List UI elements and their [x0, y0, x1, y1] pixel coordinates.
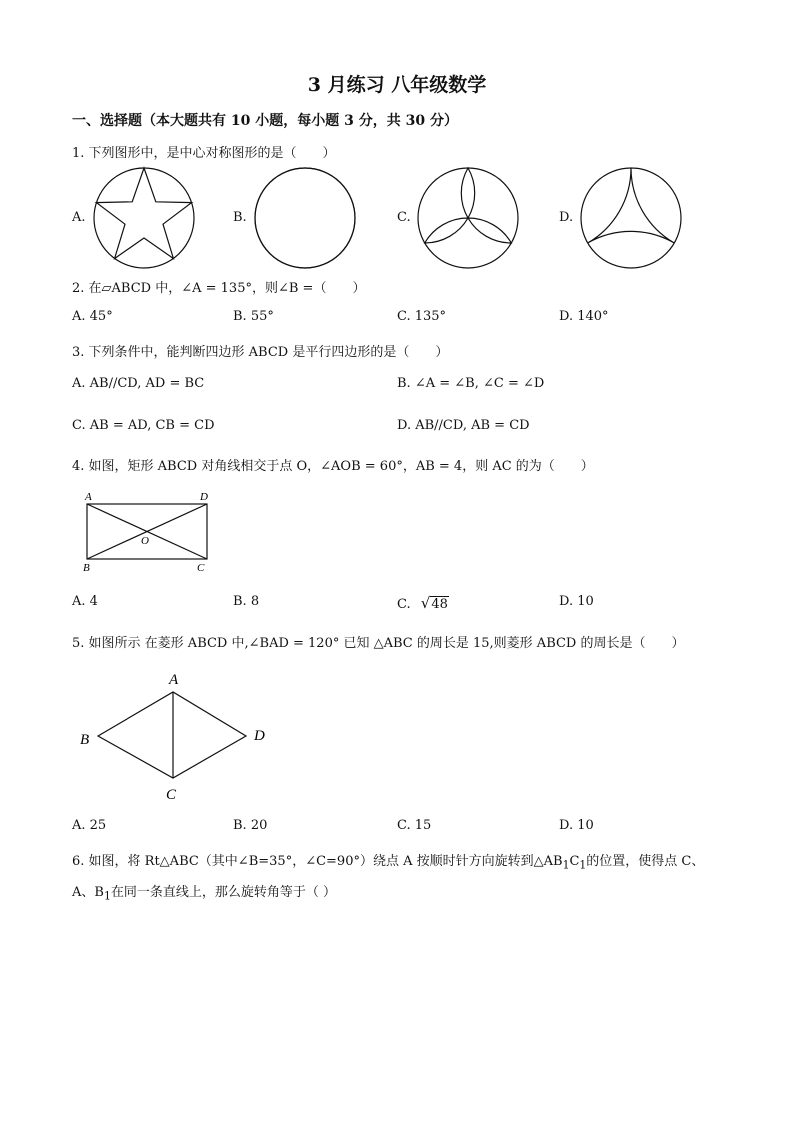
- q6-sub-2: 1: [579, 858, 587, 872]
- q1-option-a-label: A.: [72, 210, 86, 225]
- q6-text-1: 6. 如图，将 Rt△ABC（其中∠B=35°，∠C=90°）绕点 A 按顺时针方向旋转到△AB: [72, 854, 563, 869]
- q1-option-b-label: B.: [233, 210, 247, 225]
- section-heading: 一、选择题（本大题共有 10 小题，每小题 3 分，共 30 分）: [72, 113, 458, 129]
- question-1-stem: 1. 下列图形中，是中心对称图形的是（ ）: [72, 146, 336, 161]
- star-shape: [96, 168, 191, 259]
- q1-figure-star: [92, 166, 196, 270]
- q5-label-c: C: [166, 787, 177, 803]
- q1-figure-petals: [416, 166, 520, 270]
- question-4-stem: 4. 如图，矩形 ABCD 对角线相交于点 O，∠AOB = 60°，AB = 4，则 AC 的为（ ）: [72, 459, 594, 474]
- q1-option-c-label: C.: [397, 210, 411, 225]
- question-6-stem-line1: [72, 850, 704, 872]
- q4-label-d: D: [200, 491, 208, 503]
- q4-rectangle-figure: [80, 490, 220, 576]
- question-3-stem: 3. 下列条件中，能判断四边形 ABCD 是平行四边形的是（ ）: [72, 345, 449, 360]
- q4-option-a: A. 4: [72, 594, 98, 609]
- four-arc-star: [255, 168, 355, 268]
- q4-option-c-radicand: 48: [431, 597, 448, 612]
- question-5-stem: 5. 如图所示 在菱形 ABCD 中,∠BAD = 120° 已知 △ABC 的周长是 15,则菱形 ABCD 的周长是（ ）: [72, 636, 685, 651]
- q2-option-c: C. 135°: [397, 309, 447, 324]
- q2-option-d: D. 140°: [559, 309, 609, 324]
- q5-option-c: C. 15: [397, 818, 432, 833]
- q5-label-b: B: [80, 732, 90, 748]
- q5-option-b: B. 20: [233, 818, 268, 833]
- q6-text-2: C: [569, 854, 580, 869]
- q4-label-b: B: [83, 562, 90, 574]
- q3-option-b: B. ∠A = ∠B, ∠C = ∠D: [397, 376, 545, 391]
- q5-label-d: D: [254, 728, 265, 744]
- q6-sub-3: 1: [103, 889, 111, 903]
- q4-label-c: C: [197, 562, 205, 574]
- q1-figure-triangle-arcs: [579, 166, 683, 270]
- q6-text-5: 在同一条直线上，那么旋转角等于（ ）: [110, 885, 336, 900]
- q3-option-c: C. AB = AD, CB = CD: [72, 418, 215, 433]
- q2-option-b: B. 55°: [233, 309, 274, 324]
- question-6-stem-line2: [72, 881, 336, 903]
- q1-figure-four-arc: [253, 166, 357, 270]
- q6-text-4: A、B: [72, 885, 104, 900]
- q4-option-c-label: C.: [397, 597, 411, 612]
- q4-option-c: [397, 594, 449, 612]
- q1-option-d-label: D.: [559, 210, 574, 225]
- q2-option-a: A. 45°: [72, 309, 113, 324]
- q5-option-d: D. 10: [559, 818, 594, 833]
- sqrt-icon: √: [420, 594, 431, 612]
- question-2-stem: 2. 在▱ABCD 中，∠A = 135°，则∠B =（ ）: [72, 281, 366, 296]
- q4-option-d: D. 10: [559, 594, 594, 609]
- q5-rhombus-figure: [78, 666, 278, 806]
- q4-label-a: A: [85, 491, 92, 503]
- q3-option-a: A. AB//CD, AD = BC: [72, 376, 205, 391]
- page-title: 3 月练习 八年级数学: [307, 74, 487, 96]
- q4-label-o: O: [141, 535, 149, 547]
- q5-label-a: A: [169, 672, 179, 688]
- q6-sub-1: 1: [562, 858, 570, 872]
- q6-text-3: 的位置，使得点 C、: [586, 854, 705, 869]
- q5-option-a: A. 25: [72, 818, 107, 833]
- q4-option-b: B. 8: [233, 594, 260, 609]
- q3-option-d: D. AB//CD, AB = CD: [397, 418, 530, 433]
